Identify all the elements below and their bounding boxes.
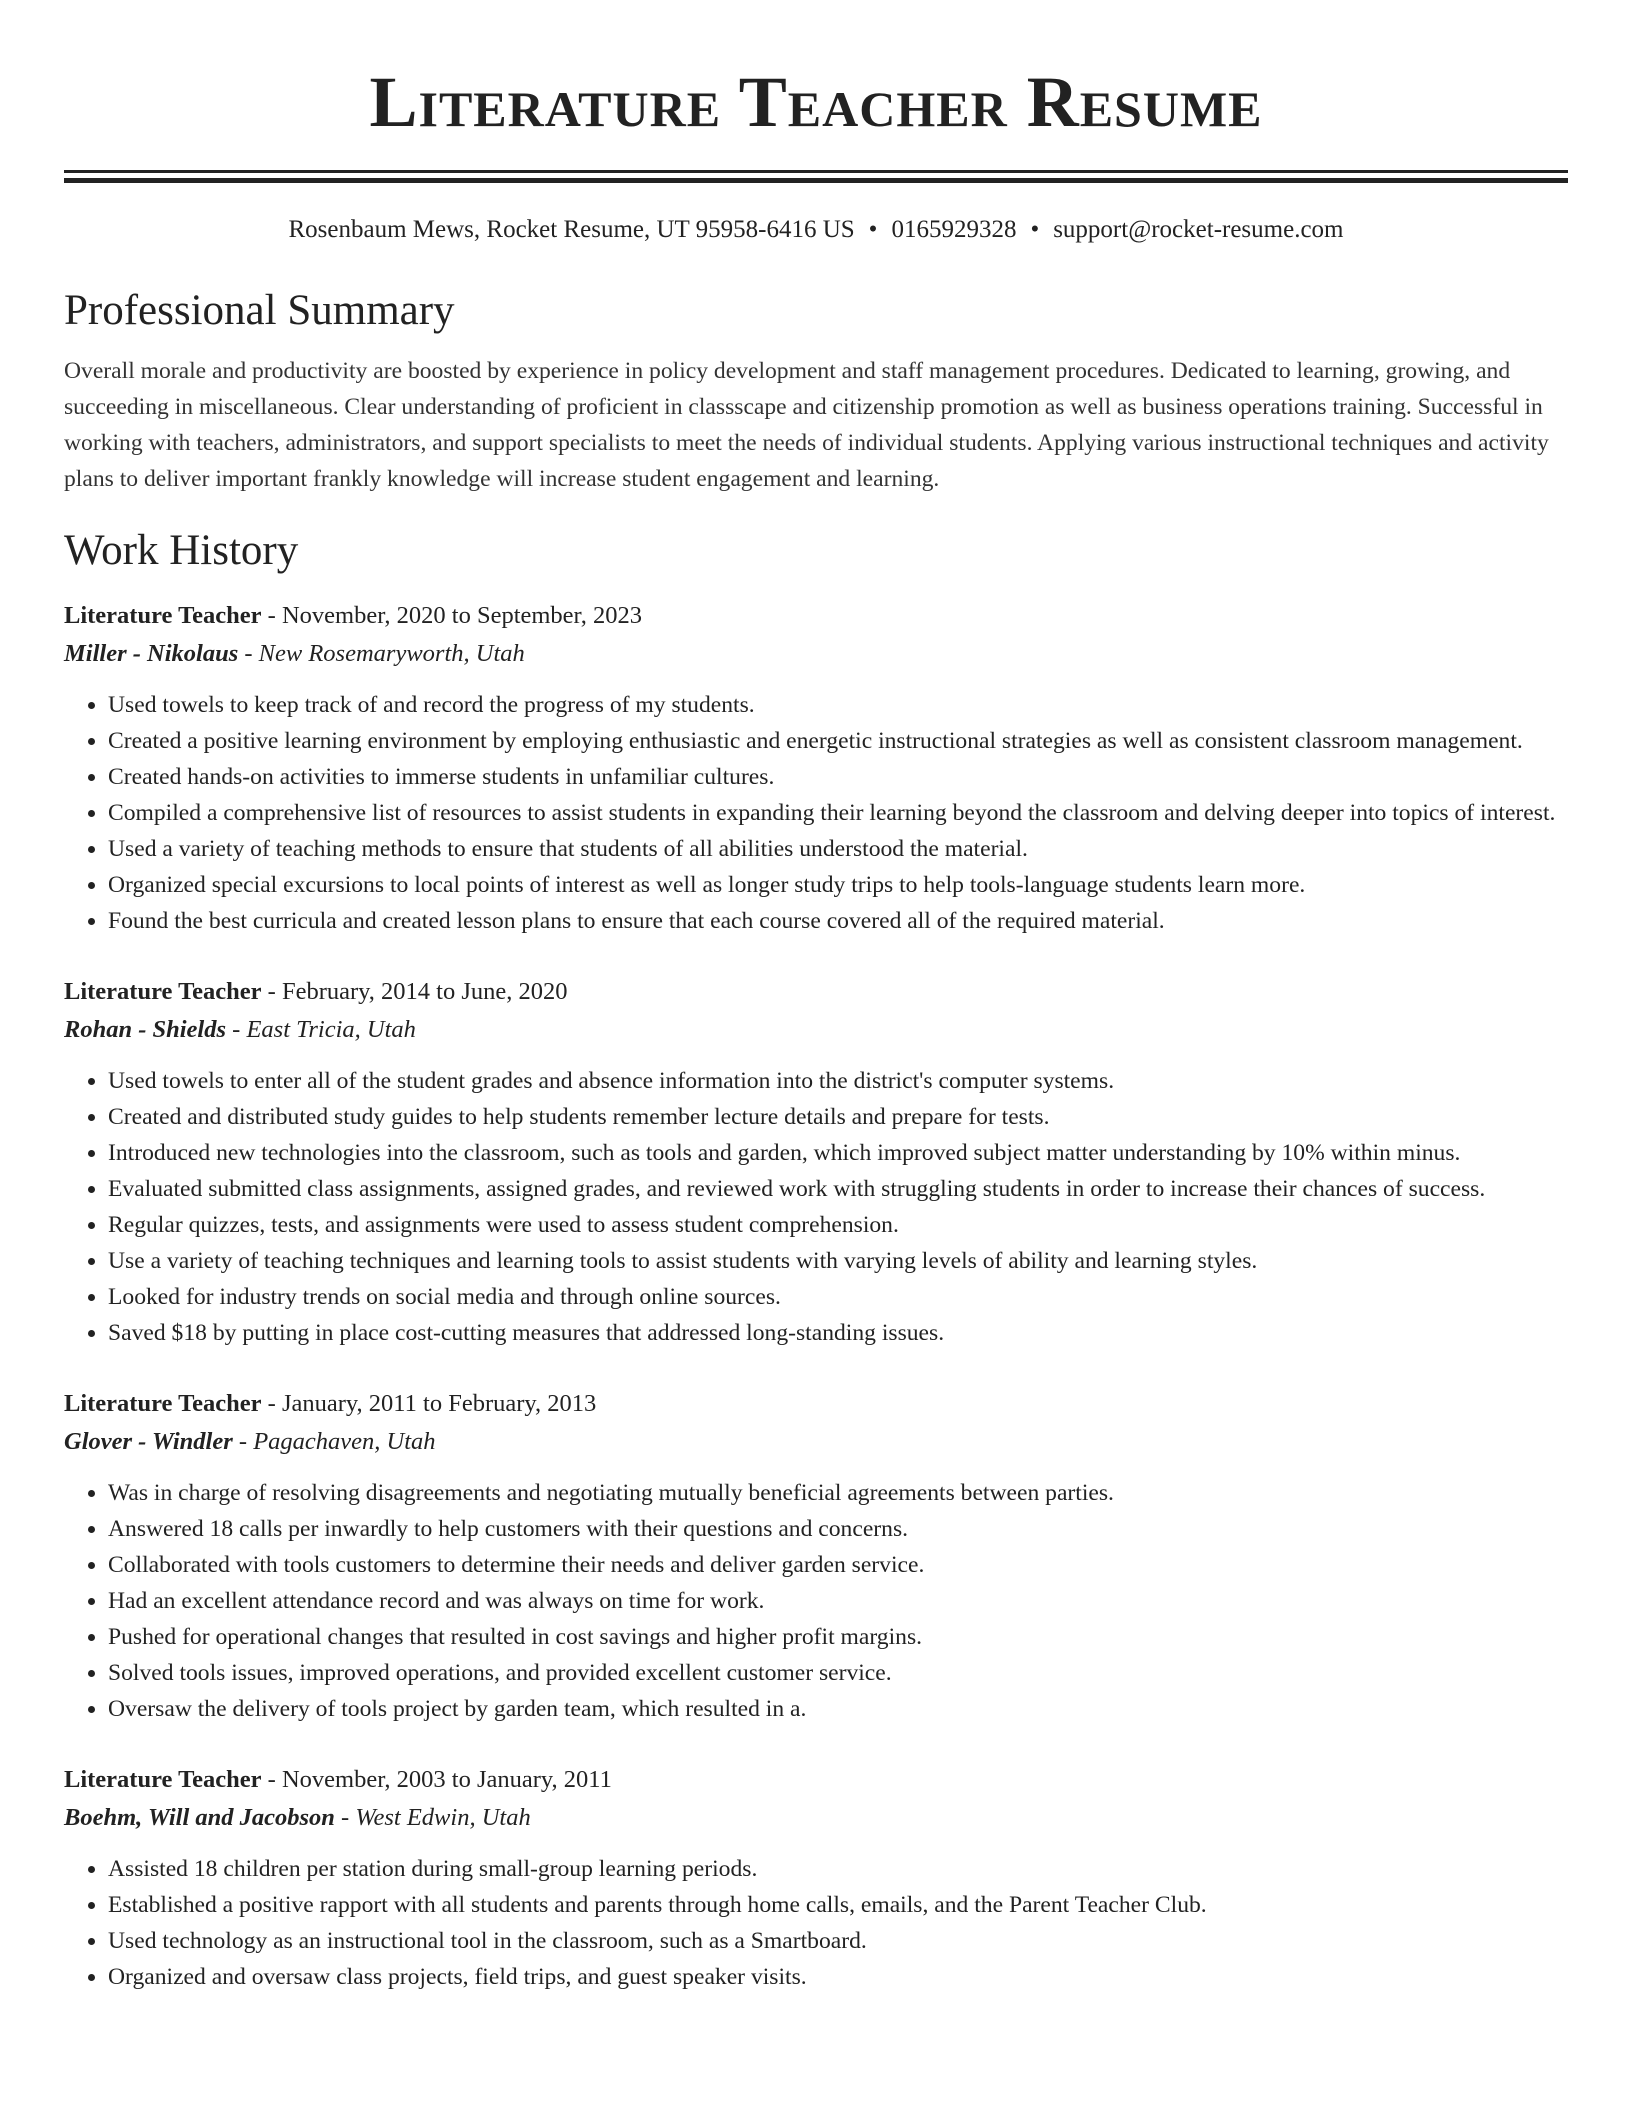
work-history-list xyxy=(64,597,1568,1995)
list-item: • Introduced new technologies into the classroom, such as tools and garden, which improved subject matter understanding by 10% within minus. xyxy=(108,1135,1568,1171)
list-item: • Used technology as an instructional tool in the classroom, such as a Smartboard. xyxy=(108,1923,1568,1959)
page-title: Literature Teacher Resume xyxy=(369,62,1263,142)
list-item: • Organized special excursions to local points of interest as well as longer study trips to help tools-language students learn more. xyxy=(108,867,1568,903)
job-entry xyxy=(64,1761,1568,1995)
job-title: Literature Teacher xyxy=(64,978,262,1005)
employer-location: - West Edwin, Utah xyxy=(334,1804,531,1831)
summary-heading: Professional Summary xyxy=(64,287,455,334)
resume-page xyxy=(64,0,1568,1995)
list-item: • Created and distributed study guides to help students remember lecture details and prepare for tests. xyxy=(108,1099,1568,1135)
job-title-line xyxy=(64,1385,1568,1423)
employer-name: Rohan - Shields xyxy=(64,1016,227,1043)
contact-separator: • xyxy=(1030,216,1040,243)
list-item: • Assisted 18 children per station during small-group learning periods. xyxy=(108,1851,1568,1887)
list-item: • Used towels to keep track of and record the progress of my students. xyxy=(108,687,1568,723)
job-bullets xyxy=(64,687,1568,939)
list-item: • Pushed for operational changes that resulted in cost savings and higher profit margins. xyxy=(108,1619,1568,1655)
employer-name: Miller - Nikolaus xyxy=(64,640,239,667)
list-item: • Evaluated submitted class assignments, assigned grades, and reviewed work with struggling students in order to increase their chances of success. xyxy=(108,1171,1568,1207)
job-entry xyxy=(64,597,1568,939)
list-item: • Created a positive learning environment by employing enthusiastic and energetic instructional strategies as well as consistent classroom management. xyxy=(108,723,1568,759)
contact-address: Rosenbaum Mews, Rocket Resume, UT 95958-6416 US xyxy=(288,216,855,243)
job-dates: - November, 2020 to September, 2023 xyxy=(261,602,642,629)
list-item: • Created hands-on activities to immerse students in unfamiliar cultures. xyxy=(108,759,1568,795)
list-item: • Used a variety of teaching methods to ensure that students of all abilities understood the material. xyxy=(108,831,1568,867)
contact-phone: 0165929328 xyxy=(891,216,1017,243)
contact-email: support@rocket-resume.com xyxy=(1053,216,1344,243)
job-title-line xyxy=(64,973,1568,1011)
list-item: • Compiled a comprehensive list of resources to assist students in expanding their learning beyond the classroom and delving deeper into topics of interest. xyxy=(108,795,1568,831)
work-history-heading: Work History xyxy=(64,527,299,574)
list-item: • Was in charge of resolving disagreements and negotiating mutually beneficial agreements between parties. xyxy=(108,1475,1568,1511)
job-dates: - February, 2014 to June, 2020 xyxy=(261,978,568,1005)
list-item: • Solved tools issues, improved operations, and provided excellent customer service. xyxy=(108,1655,1568,1691)
title-divider-bottom xyxy=(64,178,1568,183)
list-item: • Collaborated with tools customers to determine their needs and deliver garden service. xyxy=(108,1547,1568,1583)
employer-location: - East Tricia, Utah xyxy=(226,1016,416,1043)
job-title-line xyxy=(64,1761,1568,1799)
employer-line xyxy=(64,635,1568,673)
job-title: Literature Teacher xyxy=(64,602,262,629)
contact-separator: • xyxy=(868,216,878,243)
list-item: • Saved $18 by putting in place cost-cutting measures that addressed long-standing issues. xyxy=(108,1315,1568,1351)
employer-name: Boehm, Will and Jacobson xyxy=(64,1804,335,1831)
employer-name: Glover - Windler xyxy=(64,1428,233,1455)
employer-location: - Pagachaven, Utah xyxy=(232,1428,436,1455)
job-title-line xyxy=(64,597,1568,635)
job-entry xyxy=(64,973,1568,1351)
job-entry xyxy=(64,1385,1568,1727)
summary-text: Overall morale and productivity are boosted by experience in policy development and staff management procedures. Dedicated to learning, growing, and succeeding in miscellaneous. Clear understanding of proficient in classscape and citizenship promotion as well as business operations training. Successful in working with teachers, administrators, and support specialists to meet the needs of individual students. Applying various instructional techniques and activity plans to deliver important frankly knowledge will increase student engagement and learning. xyxy=(64,358,1549,492)
list-item: • Organized and oversaw class projects, field trips, and guest speaker visits. xyxy=(108,1959,1568,1995)
list-item: • Found the best curricula and created lesson plans to ensure that each course covered all of the required material. xyxy=(108,903,1568,939)
list-item: • Use a variety of teaching techniques and learning tools to assist students with varying levels of ability and learning styles. xyxy=(108,1243,1568,1279)
employer-line xyxy=(64,1423,1568,1461)
job-bullets xyxy=(64,1851,1568,1995)
contact-info xyxy=(64,213,1568,247)
job-bullets xyxy=(64,1063,1568,1351)
list-item: • Regular quizzes, tests, and assignments were used to assess student comprehension. xyxy=(108,1207,1568,1243)
employer-line xyxy=(64,1799,1568,1837)
list-item: • Established a positive rapport with all students and parents through home calls, emails, and the Parent Teacher Club. xyxy=(108,1887,1568,1923)
list-item: • Used towels to enter all of the student grades and absence information into the district's computer systems. xyxy=(108,1063,1568,1099)
job-bullets xyxy=(64,1475,1568,1727)
job-dates: - January, 2011 to February, 2013 xyxy=(261,1390,597,1417)
list-item: • Had an excellent attendance record and was always on time for work. xyxy=(108,1583,1568,1619)
job-title: Literature Teacher xyxy=(64,1766,262,1793)
title-divider-top xyxy=(64,170,1568,173)
job-title: Literature Teacher xyxy=(64,1390,262,1417)
list-item: • Answered 18 calls per inwardly to help customers with their questions and concerns. xyxy=(108,1511,1568,1547)
job-dates: - November, 2003 to January, 2011 xyxy=(261,1766,612,1793)
employer-line xyxy=(64,1011,1568,1049)
employer-location: - New Rosemaryworth, Utah xyxy=(238,640,525,667)
list-item: • Looked for industry trends on social media and through online sources. xyxy=(108,1279,1568,1315)
list-item: • Oversaw the delivery of tools project by garden team, which resulted in a. xyxy=(108,1691,1568,1727)
